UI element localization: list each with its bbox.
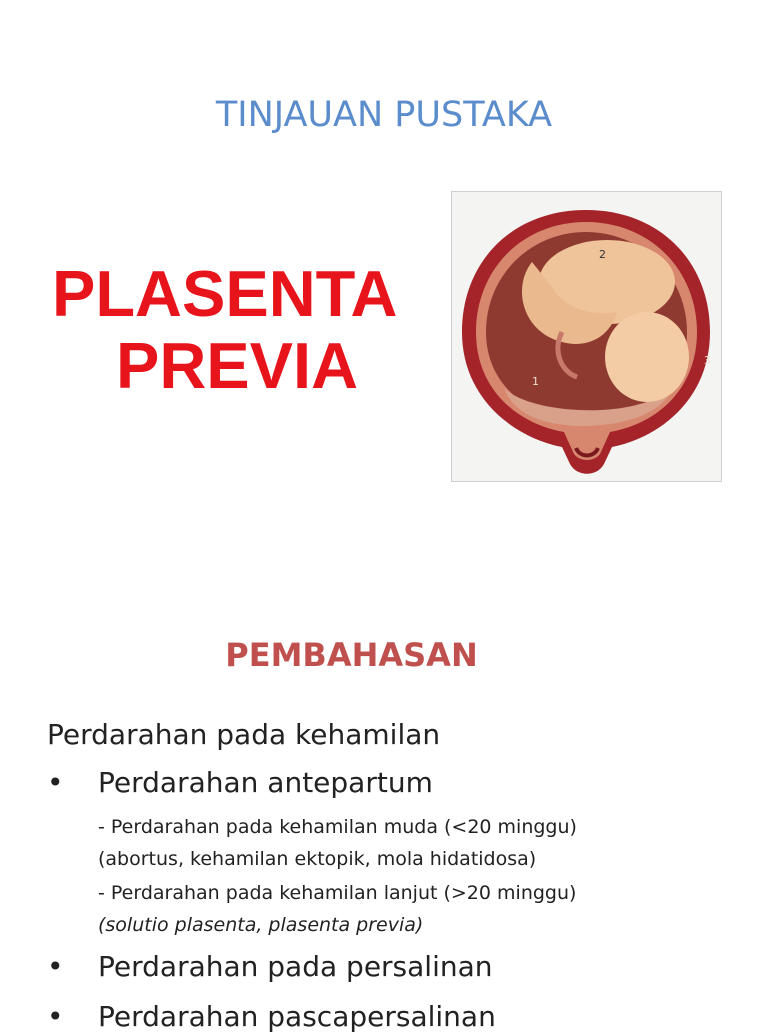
bullet-text: Perdarahan pada persalinan [98,950,493,983]
bullet-text: Perdarahan pascapersalinan [98,1000,496,1033]
fetus-head [605,312,689,402]
bullet-item [47,950,493,983]
main-title [52,258,412,402]
main-title-line-1: PLASENTA [52,257,398,330]
intro-line: Perdarahan pada kehamilan [47,718,441,751]
illustration-label-2: 2 [599,248,606,261]
sub-item: - Perdarahan pada kehamilan muda (<20 minggu) [98,816,577,838]
illustration-label-3: 3 [704,354,711,367]
bullet-item [47,1000,496,1033]
bullet-marker: • [47,766,64,799]
main-title-line-2: PREVIA [116,329,359,402]
bullet-text: Perdarahan antepartum [98,766,433,799]
sub-item: (abortus, kehamilan ektopik, mola hidatidosa) [98,848,537,870]
sub-item: - Perdarahan pada kehamilan lanjut (>20 minggu) [98,882,577,904]
illustration-label-1: 1 [532,375,539,388]
bullet-item [47,766,433,799]
sub-item: (solutio plasenta, plasenta previa) [98,914,424,936]
section-title: PEMBAHASAN [225,636,478,674]
bullet-marker: • [47,950,64,983]
slide-discussion [0,576,768,1033]
bullet-marker: • [47,1000,64,1033]
placenta-previa-illustration [451,191,722,482]
uterus-fetus-drawing [452,192,721,481]
slide-subtitle: TINJAUAN PUSTAKA [215,95,553,135]
